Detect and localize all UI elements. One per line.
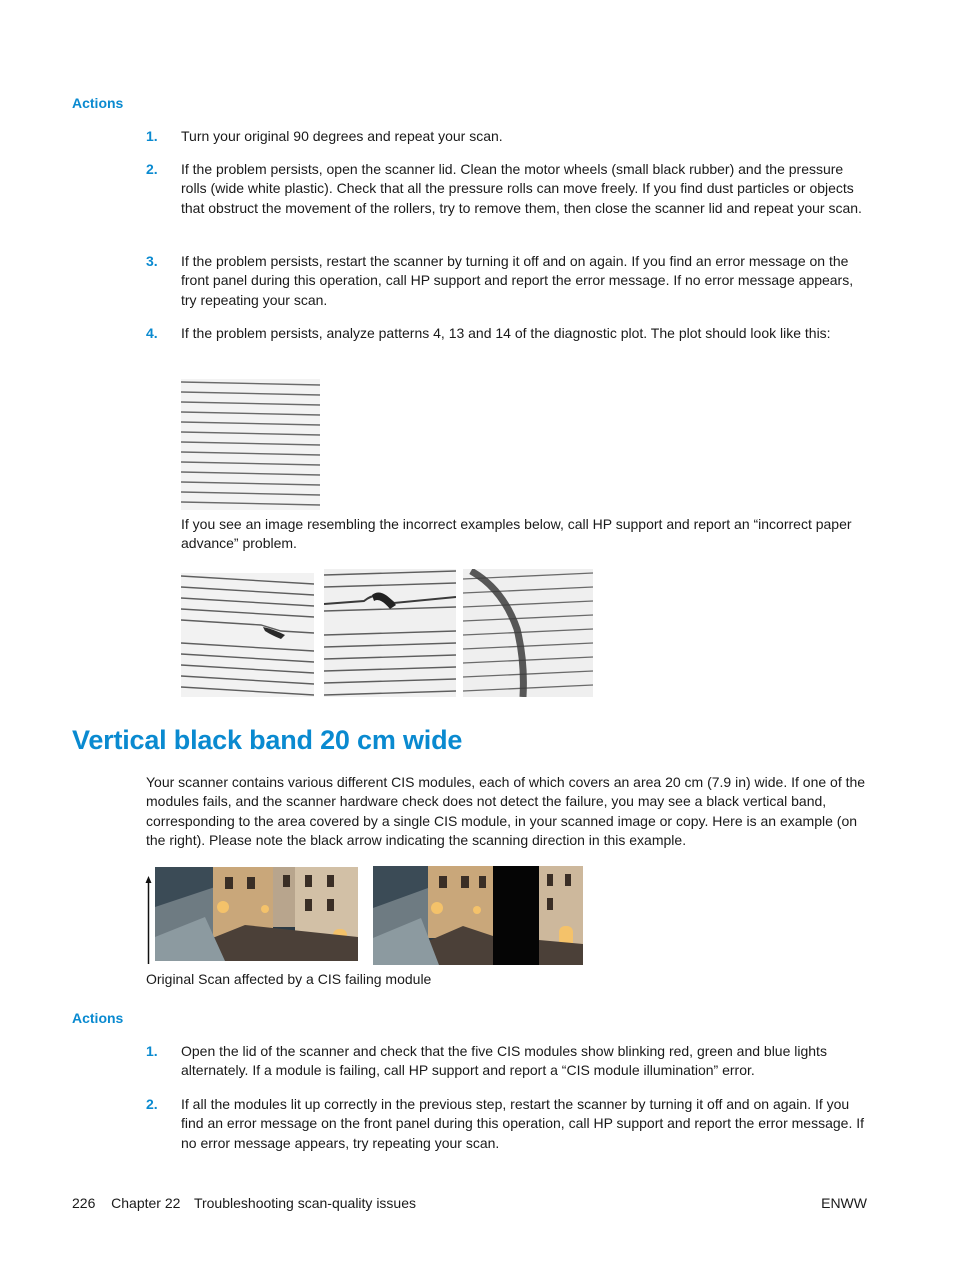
step-number: 1. [146, 1043, 158, 1059]
step-text: Turn your original 90 degrees and repeat your scan. [181, 128, 503, 144]
chapter-title: Troubleshooting scan-quality issues [193, 1195, 416, 1211]
section-title: Vertical black band 20 cm wide [72, 725, 463, 755]
original-scan-image [155, 867, 358, 961]
step-number: 2. [146, 1096, 158, 1112]
step-number: 1. [146, 128, 158, 144]
step-text: If the problem persists, restart the scanner by turning it off and on again. If you find an error message on the front panel during this operation, call HP support and report the error message. If no error message appears, try repeating your scan. [181, 253, 854, 308]
page-number: 226 [72, 1195, 96, 1211]
incorrect-example-image [324, 569, 456, 697]
step-number: 2. [146, 161, 158, 177]
affected-scan-image [373, 866, 583, 965]
black-band [493, 866, 539, 965]
incorrect-note: If you see an image resembling the incorrect examples below, call HP support and report an “incorrect paper advance” problem. [181, 516, 852, 552]
correct-pattern-image [181, 379, 320, 510]
actions-heading: Actions [72, 95, 124, 111]
figure-caption: Original Scan affected by a CIS failing module [146, 971, 432, 987]
step-text: If all the modules lit up correctly in the previous step, restart the scanner by turning it off and on again. If you find an error message on the front panel during this operation, call HP support and report the error message. If no error message appears, try repeating your scan. [181, 1096, 865, 1151]
incorrect-example-image [181, 573, 314, 697]
step-number: 4. [146, 325, 158, 341]
incorrect-example-image [463, 569, 593, 697]
chapter-label: Chapter 22 [111, 1195, 181, 1211]
locale-code: ENWW [821, 1195, 867, 1211]
step-text: Open the lid of the scanner and check that the five CIS modules show blinking red, green and blue lights alternately. If a module is failing, call HP support and report a “CIS module illumination” error. [181, 1043, 827, 1079]
actions-heading: Actions [72, 1010, 124, 1026]
step-text: If the problem persists, analyze patterns 4, 13 and 14 of the diagnostic plot. The plot should look like this: [181, 325, 831, 341]
section-intro: Your scanner contains various different CIS modules, each of which covers an area 20 cm (7.9 in) wide. If one of the modules fails, and the scanner hardware check does not detect the failure, you may see a black vertical band, corresponding to the area covered by a single CIS module, in your scanned image or copy. Here is an example (on the right). Please note the black arrow indicating the scanning direction in this example. [146, 774, 866, 848]
page-footer [72, 1195, 416, 1211]
step-text: If the problem persists, open the scanner lid. Clean the motor wheels (small black rubber) and the pressure rolls (wide white plastic). Check that all the pressure rolls can move freely. If you find dust particles or objects that obstruct the movement of the rollers, try to remove them, then close the scanner lid and repeat your scan. [181, 161, 862, 216]
step-number: 3. [146, 253, 158, 269]
